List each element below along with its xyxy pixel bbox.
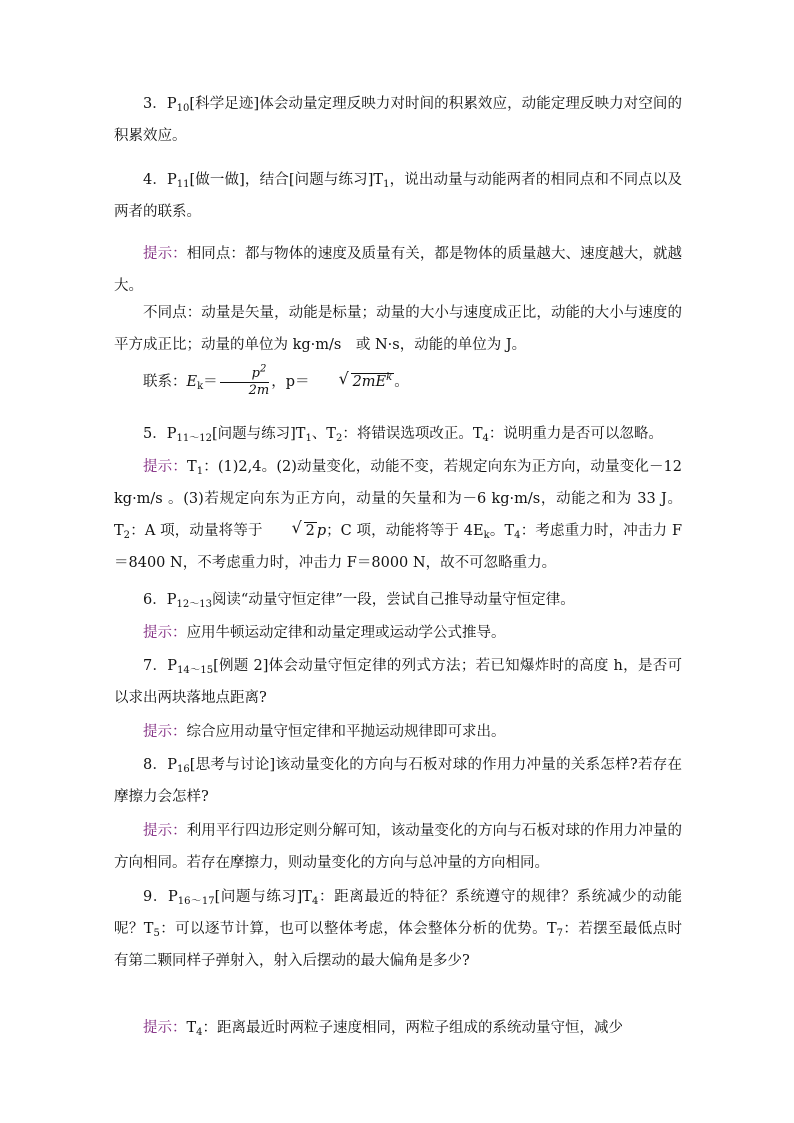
item-number: 9．P (143, 889, 178, 905)
subscript: 2 (335, 433, 343, 444)
page-subscript: 12～13 (176, 599, 212, 610)
item-text: ：距离最近的特征？系统遵守的规律？系统减少的动能呢？T (114, 889, 683, 937)
fraction (220, 363, 270, 399)
formula-eq: ＝ (203, 374, 218, 390)
hint-text: ；C 项，动能将等于 4E (326, 523, 484, 539)
item-text: [科学足迹]体会动量定理反映力对时间的积累效应，动能定理反映力对空间的积累效应。 (114, 96, 683, 144)
item-7 (114, 650, 682, 714)
subscript: 1 (383, 179, 390, 190)
hint-label: 提示： (143, 625, 187, 641)
hint-4-same (114, 238, 682, 302)
hint-text: ：(1)2,4。(2)动量变化，动能不变，若规定向东为正方向，动量变化－12 kg·m/s 。(3)若规定向东为正方向，动量的矢量和为－6 kg·m/s，动能之和为 33 J。T (114, 459, 683, 539)
hint-text: 应用牛顿运动定律和动量定理或运动学公式推导。 (186, 625, 506, 641)
item-number: 6．P (143, 592, 177, 608)
subscript: 2 (123, 530, 131, 541)
hint-text: 相同点：都与物体的速度及质量有关，都是物体的质量越大、速度越大，就越大。 (114, 246, 683, 294)
radical-icon: √ (291, 518, 302, 537)
radicand: 2 (305, 523, 315, 539)
item-text: [例题 2]体会动量守恒定律的列式方法；若已知爆炸时的高度 h，是否可以求出两块落地点距离? (114, 658, 683, 706)
formula-end: 。 (394, 374, 409, 390)
hint-label: 提示： (143, 1020, 187, 1036)
item-text: ：若摆至最低点时有第二颗同样子弹射入，射入后摆动的最大偏角是多少? (114, 921, 683, 969)
hint-label: 提示： (143, 823, 187, 839)
item-number: 5．P (143, 426, 177, 442)
radicand: 2mE (352, 374, 387, 390)
item-number: 3．P (143, 96, 177, 112)
item-number: 8．P (143, 757, 178, 773)
item-4 (114, 164, 682, 228)
subscript: k (197, 381, 204, 392)
item-6 (114, 584, 682, 616)
hint-8 (114, 815, 682, 879)
item-text: [思考与讨论]该动量变化的方向与石板对球的作用力冲量的关系怎样?若存在摩擦力会怎样? (114, 757, 682, 805)
item-text: [问题与练习]T (211, 426, 306, 442)
hint-text: 不同点：动量是矢量，动能是标量；动量的大小与速度成正比，动能的大小与速度的平方成正比；动量的单位为 kg·m/s 或 N·s，动能的单位为 J。 (114, 305, 682, 353)
hint-text: 利用平行四边形定则分解可知，该动量变化的方向与石板对球的作用力冲量的方向相同。若存在摩擦力，则动量变化的方向与总冲量的方向相同。 (114, 823, 683, 871)
hint-6 (114, 617, 682, 649)
superscript: 2 (259, 363, 267, 375)
page-subscript: 11～12 (176, 433, 212, 444)
subscript: 4 (311, 896, 319, 907)
subscript: 4 (514, 530, 521, 541)
fraction-denominator: 2m (248, 382, 270, 398)
formula-ek: E (186, 374, 198, 390)
hint-label: 提示： (143, 724, 187, 740)
item-5 (114, 418, 682, 450)
hint-text: T (187, 459, 197, 475)
item-9 (114, 881, 682, 977)
superscript: k (386, 372, 393, 384)
page-subscript: 16～17 (177, 896, 215, 907)
page-subscript: 16 (177, 764, 190, 775)
formula-mid: ，p＝ (271, 374, 310, 390)
hint-label: 提示： (143, 459, 188, 475)
hint-7 (114, 716, 682, 748)
relation-label: 联系： (143, 374, 187, 390)
item-text: ：说明重力是否可以忽略。 (488, 426, 663, 442)
hint-label: 提示： (143, 246, 187, 262)
subscript: 7 (556, 928, 564, 939)
hint-text: ：A 项，动量将等于 (130, 523, 263, 539)
subscript: 1 (305, 433, 312, 444)
item-text: ：可以逐节计算，也可以整体考虑，体会整体分析的优势。T (159, 921, 557, 937)
square-root (310, 362, 395, 402)
hint-4-relation (114, 362, 682, 402)
page-subscript: 10 (176, 103, 190, 114)
item-text: [问题与练习]T (214, 889, 312, 905)
item-3 (114, 88, 682, 152)
subscript: 4 (482, 433, 489, 444)
item-number: 4．P (143, 172, 177, 188)
subscript: 5 (153, 928, 160, 939)
item-text: ：将错误选项改正。T (342, 426, 483, 442)
item-text: ，说出动量与动能两者的相同点和不同点以及两者的联系。 (114, 172, 683, 220)
variable: p (316, 523, 327, 539)
hint-text: ：考虑重力时，冲击力 F＝8400 N，不考虑重力时，冲击力 F＝8000 N，故不可忽略重力。 (114, 523, 683, 571)
radical-icon: √ (338, 369, 349, 388)
subscript: k (483, 530, 490, 541)
hint-text: 。T (489, 523, 515, 539)
item-8 (114, 749, 682, 813)
item-text: 阅读“动量守恒定律”一段，尝试自己推导动量守恒定律。 (211, 592, 575, 608)
hint-9 (114, 1012, 682, 1044)
subscript: 4 (196, 1027, 203, 1038)
item-number: 7．P (143, 658, 178, 674)
hint-text: T (186, 1020, 197, 1036)
item-text: [做一做]，结合[问题与练习]T (189, 172, 384, 188)
square-root (263, 515, 317, 547)
hint-text: 综合应用动量守恒定律和平抛运动规律即可求出。 (186, 724, 506, 740)
fraction-numerator: p (251, 365, 260, 381)
hint-text: ：距离最近时两粒子速度相同，两粒子组成的系统动量守恒，减少 (202, 1020, 624, 1036)
hint-5 (114, 451, 682, 579)
item-text: 、T (311, 426, 336, 442)
page-subscript: 14～15 (177, 665, 214, 676)
subscript: 1 (196, 466, 204, 477)
hint-4-diff (114, 297, 682, 361)
page-subscript: 11 (176, 179, 190, 190)
